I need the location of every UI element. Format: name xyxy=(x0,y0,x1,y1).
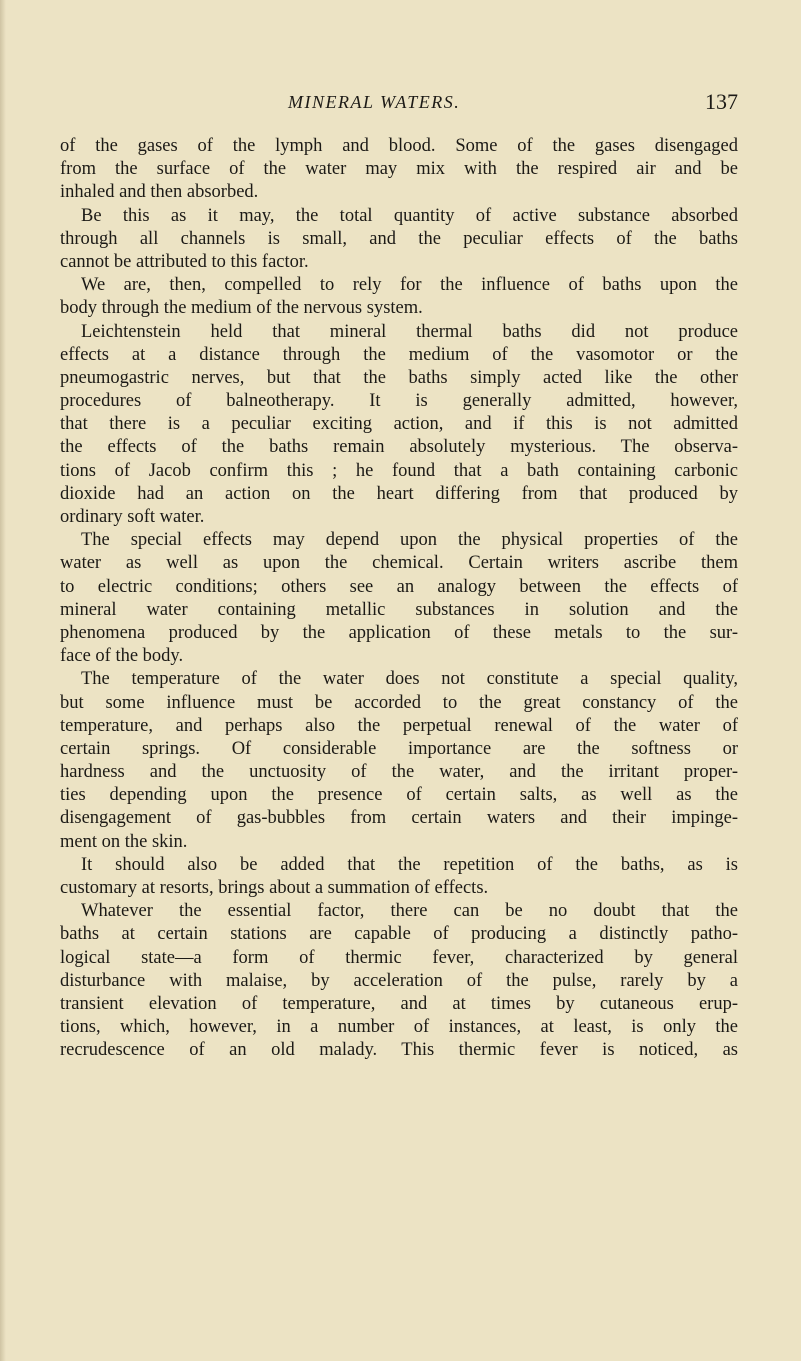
text-line: The temperature of the water does not constitute a special quality, xyxy=(81,669,738,690)
text-line: certain springs. Of considerable importance are the softness or xyxy=(60,738,738,759)
text-line: phenomena produced by the application of these metals to the sur- xyxy=(60,622,738,643)
page-number: 137 xyxy=(705,89,738,114)
text-line: temperature, and perhaps also the perpetual renewal of the water of xyxy=(60,715,738,736)
text-line: baths at certain stations are capable of producing a distinctly patho- xyxy=(60,924,738,945)
text-line: through all channels is small, and the peculiar effects of the baths xyxy=(60,228,738,249)
text-line: customary at resorts, brings about a summation of effects. xyxy=(60,878,489,898)
text-line: but some influence must be accorded to the great constancy of the xyxy=(60,692,738,713)
text-line: pneumogastric nerves, but that the baths simply acted like the other xyxy=(60,367,738,388)
text-line: recrudescence of an old malady. This thermic fever is noticed, as xyxy=(60,1040,738,1061)
text-line: that there is a peculiar exciting action, and if this is not admitted xyxy=(60,414,738,435)
text-line: ordinary soft water. xyxy=(60,507,205,527)
body-text xyxy=(60,135,738,1063)
text-line: hardness and the unctuosity of the water, and the irritant proper- xyxy=(60,762,738,783)
text-line: body through the medium of the nervous system. xyxy=(60,298,423,319)
text-line: It should also be added that the repetition of the baths, as is xyxy=(81,854,738,875)
text-line: cannot be attributed to this factor. xyxy=(60,251,309,272)
text-line: procedures of balneotherapy. It is generally admitted, however, xyxy=(60,391,738,412)
text-line: dioxide had an action on the heart differing from that produced by xyxy=(60,483,738,504)
text-line: of the gases of the lymph and blood. Some of the gases disengaged xyxy=(60,136,738,156)
text-line: mineral water containing metallic substances in solution and the xyxy=(60,599,738,620)
text-line: disturbance with malaise, by acceleration of the pulse, rarely by a xyxy=(60,970,738,991)
text-line: tions, which, however, in a number of instances, at least, is only the xyxy=(60,1017,738,1038)
text-line: disengagement of gas-bubbles from certain waters and their impinge- xyxy=(60,808,738,829)
text-line: the effects of the baths remain absolutely mysterious. The observa- xyxy=(60,437,738,458)
text-line: water as well as upon the chemical. Certain writers ascribe them xyxy=(60,553,738,574)
text-line: logical state—a form of thermic fever, characterized by general xyxy=(60,947,738,968)
text-line: face of the body. xyxy=(60,646,184,667)
text-line: ment on the skin. xyxy=(60,831,188,852)
text-line: Leichtenstein held that mineral thermal baths did not produce xyxy=(81,321,738,342)
text-line: Whatever the essential factor, there can be no doubt that the xyxy=(81,901,738,922)
text-line: ties depending upon the presence of certain salts, as well as the xyxy=(60,785,738,806)
page-binding-edge xyxy=(0,0,6,1361)
text-line: inhaled and then absorbed. xyxy=(60,182,259,203)
running-head xyxy=(60,86,738,118)
text-line: effects at a distance through the medium of the vasomotor or the xyxy=(60,344,738,365)
text-line: tions of Jacob confirm this ; he found that a bath containing carbonic xyxy=(60,460,738,481)
text-line: to electric conditions; others see an analogy between the effects of xyxy=(60,576,738,597)
text-line: transient elevation of temperature, and at times by cutaneous erup- xyxy=(60,993,738,1014)
text-line: Be this as it may, the total quantity of active substance absorbed xyxy=(81,205,738,226)
running-title: MINERAL WATERS. xyxy=(288,92,461,112)
text-line: from the surface of the water may mix with the respired air and be xyxy=(60,159,738,180)
text-line: The special effects may depend upon the physical properties of the xyxy=(81,530,738,551)
text-line: We are, then, compelled to rely for the influence of baths upon the xyxy=(81,275,738,296)
